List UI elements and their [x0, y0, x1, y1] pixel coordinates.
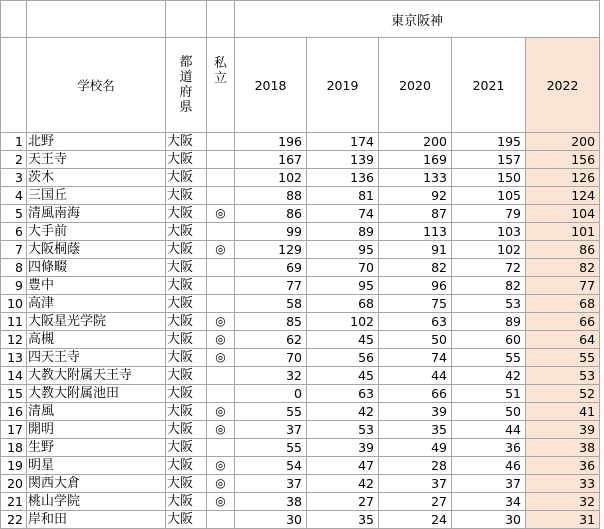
- value-2019: 35: [307, 511, 379, 529]
- table-row: [1, 475, 600, 493]
- school-name: 大教大附属池田: [27, 385, 166, 403]
- value-2019: 47: [307, 457, 379, 475]
- private-mark: ◎: [207, 403, 235, 421]
- year-header-2019: 2019: [307, 38, 379, 133]
- value-2022: 36: [526, 457, 600, 475]
- table-row: [1, 403, 600, 421]
- value-2018: 77: [235, 277, 307, 295]
- value-2022: 68: [526, 295, 600, 313]
- prefecture: 大阪: [166, 331, 207, 349]
- value-2019: 70: [307, 259, 379, 277]
- value-2021: 51: [452, 385, 526, 403]
- row-index: 18: [1, 439, 27, 457]
- school-name: 三国丘: [27, 187, 166, 205]
- value-2018: 102: [235, 169, 307, 187]
- value-2021: 82: [452, 277, 526, 295]
- value-2018: 88: [235, 187, 307, 205]
- value-2022: 82: [526, 259, 600, 277]
- row-index: 10: [1, 295, 27, 313]
- value-2021: 37: [452, 475, 526, 493]
- empty-header-cell: [27, 1, 166, 38]
- value-2021: 55: [452, 349, 526, 367]
- row-index: 12: [1, 331, 27, 349]
- school-name: 天王寺: [27, 151, 166, 169]
- prefecture: 大阪: [166, 511, 207, 529]
- value-2021: 150: [452, 169, 526, 187]
- value-2022: 124: [526, 187, 600, 205]
- value-2022: 66: [526, 313, 600, 331]
- value-2020: 49: [379, 439, 452, 457]
- row-index: 14: [1, 367, 27, 385]
- school-name: 大教大附属天王寺: [27, 367, 166, 385]
- value-2020: 74: [379, 349, 452, 367]
- row-index: 1: [1, 133, 27, 151]
- value-2019: 95: [307, 241, 379, 259]
- prefecture: 大阪: [166, 475, 207, 493]
- value-2022: 39: [526, 421, 600, 439]
- value-2020: 44: [379, 367, 452, 385]
- value-2021: 89: [452, 313, 526, 331]
- school-name: 関西大倉: [27, 475, 166, 493]
- table-row: [1, 349, 600, 367]
- year-header-2018: 2018: [235, 38, 307, 133]
- index-header-cell: [1, 38, 27, 133]
- value-2021: 72: [452, 259, 526, 277]
- prefecture-header-char: 府: [179, 85, 193, 100]
- prefecture: 大阪: [166, 169, 207, 187]
- school-name: 清風: [27, 403, 166, 421]
- school-name: 大手前: [27, 223, 166, 241]
- value-2018: 58: [235, 295, 307, 313]
- value-2021: 36: [452, 439, 526, 457]
- prefecture-header-char: 都: [179, 55, 193, 70]
- table-row: [1, 187, 600, 205]
- prefecture: 大阪: [166, 223, 207, 241]
- value-2018: 0: [235, 385, 307, 403]
- prefecture: 大阪: [166, 133, 207, 151]
- value-2021: 103: [452, 223, 526, 241]
- private-mark: ◎: [207, 421, 235, 439]
- school-name: 大阪桐蔭: [27, 241, 166, 259]
- private-mark: ◎: [207, 457, 235, 475]
- private-mark: ◎: [207, 475, 235, 493]
- row-index: 13: [1, 349, 27, 367]
- value-2021: 30: [452, 511, 526, 529]
- empty-header-cell: [207, 1, 235, 38]
- value-2018: 37: [235, 421, 307, 439]
- private-mark: [207, 223, 235, 241]
- value-2019: 45: [307, 367, 379, 385]
- row-index: 9: [1, 277, 27, 295]
- value-2022: 33: [526, 475, 600, 493]
- value-2019: 53: [307, 421, 379, 439]
- table-row: [1, 259, 600, 277]
- value-2020: 96: [379, 277, 452, 295]
- value-2018: 32: [235, 367, 307, 385]
- prefecture: 大阪: [166, 349, 207, 367]
- value-2020: 91: [379, 241, 452, 259]
- value-2020: 200: [379, 133, 452, 151]
- row-index: 15: [1, 385, 27, 403]
- value-2019: 139: [307, 151, 379, 169]
- value-2022: 77: [526, 277, 600, 295]
- value-2019: 174: [307, 133, 379, 151]
- row-index: 21: [1, 493, 27, 511]
- value-2018: 55: [235, 439, 307, 457]
- prefecture: 大阪: [166, 187, 207, 205]
- row-index: 4: [1, 187, 27, 205]
- prefecture: 大阪: [166, 151, 207, 169]
- table-row: [1, 151, 600, 169]
- value-2018: 69: [235, 259, 307, 277]
- private-mark: [207, 277, 235, 295]
- value-2018: 86: [235, 205, 307, 223]
- private-mark: ◎: [207, 313, 235, 331]
- value-2019: 63: [307, 385, 379, 403]
- value-2019: 56: [307, 349, 379, 367]
- value-2020: 133: [379, 169, 452, 187]
- value-2022: 86: [526, 241, 600, 259]
- row-index: 16: [1, 403, 27, 421]
- value-2020: 63: [379, 313, 452, 331]
- prefecture-header-char: 道: [179, 70, 193, 85]
- private-header: [207, 38, 235, 133]
- school-name: 清風南海: [27, 205, 166, 223]
- value-2020: 35: [379, 421, 452, 439]
- group-header: 東京阪神: [235, 1, 600, 38]
- school-name: 豊中: [27, 277, 166, 295]
- value-2020: 75: [379, 295, 452, 313]
- private-mark: [207, 295, 235, 313]
- corner-cell: [1, 1, 27, 38]
- row-index: 3: [1, 169, 27, 187]
- private-mark: [207, 187, 235, 205]
- table-row: [1, 223, 600, 241]
- row-index: 19: [1, 457, 27, 475]
- school-name: 開明: [27, 421, 166, 439]
- value-2021: 42: [452, 367, 526, 385]
- table-row: [1, 133, 600, 151]
- value-2018: 38: [235, 493, 307, 511]
- table-row: [1, 295, 600, 313]
- school-name: 桃山学院: [27, 493, 166, 511]
- private-mark: [207, 169, 235, 187]
- prefecture: 大阪: [166, 421, 207, 439]
- value-2022: 101: [526, 223, 600, 241]
- value-2018: 167: [235, 151, 307, 169]
- private-mark: ◎: [207, 349, 235, 367]
- year-header-2020: 2020: [379, 38, 452, 133]
- value-2020: 39: [379, 403, 452, 421]
- value-2022: 156: [526, 151, 600, 169]
- value-2022: 31: [526, 511, 600, 529]
- value-2022: 104: [526, 205, 600, 223]
- value-2019: 74: [307, 205, 379, 223]
- value-2020: 28: [379, 457, 452, 475]
- school-name: 四條畷: [27, 259, 166, 277]
- private-mark: [207, 367, 235, 385]
- private-mark: [207, 151, 235, 169]
- value-2018: 55: [235, 403, 307, 421]
- table-row: [1, 511, 600, 529]
- prefecture-header-char: 県: [179, 100, 193, 115]
- school-name: 大阪星光学院: [27, 313, 166, 331]
- table-row: [1, 439, 600, 457]
- table-row: [1, 277, 600, 295]
- school-name: 岸和田: [27, 511, 166, 529]
- value-2021: 60: [452, 331, 526, 349]
- value-2019: 89: [307, 223, 379, 241]
- value-2021: 53: [452, 295, 526, 313]
- value-2021: 44: [452, 421, 526, 439]
- school-name-header: 学校名: [27, 38, 166, 133]
- year-header-2022: 2022: [526, 38, 600, 133]
- value-2018: 129: [235, 241, 307, 259]
- value-2019: 39: [307, 439, 379, 457]
- prefecture: 大阪: [166, 277, 207, 295]
- value-2018: 30: [235, 511, 307, 529]
- value-2018: 99: [235, 223, 307, 241]
- value-2018: 37: [235, 475, 307, 493]
- prefecture: 大阪: [166, 241, 207, 259]
- school-name: 高槻: [27, 331, 166, 349]
- table-row: [1, 457, 600, 475]
- prefecture: 大阪: [166, 439, 207, 457]
- value-2020: 37: [379, 475, 452, 493]
- row-index: 22: [1, 511, 27, 529]
- school-name: 生野: [27, 439, 166, 457]
- value-2020: 66: [379, 385, 452, 403]
- school-name: 北野: [27, 133, 166, 151]
- school-name: 高津: [27, 295, 166, 313]
- value-2020: 50: [379, 331, 452, 349]
- value-2019: 68: [307, 295, 379, 313]
- value-2019: 27: [307, 493, 379, 511]
- row-index: 7: [1, 241, 27, 259]
- value-2022: 52: [526, 385, 600, 403]
- table-row: [1, 241, 600, 259]
- prefecture: 大阪: [166, 313, 207, 331]
- private-header-char: 私: [213, 56, 227, 71]
- table-row: [1, 331, 600, 349]
- row-index: 11: [1, 313, 27, 331]
- empty-header-cell: [166, 1, 207, 38]
- value-2021: 157: [452, 151, 526, 169]
- table-row: [1, 205, 600, 223]
- table-row: [1, 367, 600, 385]
- value-2021: 105: [452, 187, 526, 205]
- private-mark: ◎: [207, 241, 235, 259]
- value-2020: 92: [379, 187, 452, 205]
- prefecture: 大阪: [166, 259, 207, 277]
- value-2021: 102: [452, 241, 526, 259]
- private-mark: ◎: [207, 331, 235, 349]
- header-row-group: [1, 1, 600, 38]
- value-2022: 53: [526, 367, 600, 385]
- value-2021: 34: [452, 493, 526, 511]
- row-index: 2: [1, 151, 27, 169]
- value-2022: 200: [526, 133, 600, 151]
- row-index: 20: [1, 475, 27, 493]
- value-2020: 169: [379, 151, 452, 169]
- value-2021: 195: [452, 133, 526, 151]
- header-row-columns: [1, 38, 600, 133]
- school-name: 四天王寺: [27, 349, 166, 367]
- value-2020: 27: [379, 493, 452, 511]
- prefecture: 大阪: [166, 205, 207, 223]
- private-mark: ◎: [207, 493, 235, 511]
- school-name: 茨木: [27, 169, 166, 187]
- prefecture-header: [166, 38, 207, 133]
- table-row: [1, 169, 600, 187]
- table-row: [1, 493, 600, 511]
- value-2022: 32: [526, 493, 600, 511]
- value-2021: 46: [452, 457, 526, 475]
- value-2018: 85: [235, 313, 307, 331]
- prefecture: 大阪: [166, 385, 207, 403]
- value-2018: 62: [235, 331, 307, 349]
- value-2020: 113: [379, 223, 452, 241]
- prefecture: 大阪: [166, 367, 207, 385]
- value-2019: 42: [307, 475, 379, 493]
- value-2018: 196: [235, 133, 307, 151]
- value-2022: 55: [526, 349, 600, 367]
- table-row: [1, 313, 600, 331]
- table-row: [1, 421, 600, 439]
- value-2019: 81: [307, 187, 379, 205]
- value-2022: 41: [526, 403, 600, 421]
- value-2018: 70: [235, 349, 307, 367]
- value-2019: 102: [307, 313, 379, 331]
- private-header-char: 立: [213, 71, 227, 86]
- prefecture: 大阪: [166, 403, 207, 421]
- private-mark: [207, 259, 235, 277]
- value-2022: 64: [526, 331, 600, 349]
- row-index: 17: [1, 421, 27, 439]
- value-2022: 126: [526, 169, 600, 187]
- year-header-2021: 2021: [452, 38, 526, 133]
- prefecture: 大阪: [166, 457, 207, 475]
- value-2020: 82: [379, 259, 452, 277]
- table-row: [1, 385, 600, 403]
- row-index: 5: [1, 205, 27, 223]
- value-2021: 79: [452, 205, 526, 223]
- private-mark: ◎: [207, 205, 235, 223]
- value-2022: 38: [526, 439, 600, 457]
- value-2020: 87: [379, 205, 452, 223]
- private-mark: [207, 133, 235, 151]
- private-mark: [207, 439, 235, 457]
- value-2018: 54: [235, 457, 307, 475]
- private-mark: [207, 511, 235, 529]
- value-2019: 95: [307, 277, 379, 295]
- school-name: 明星: [27, 457, 166, 475]
- value-2019: 42: [307, 403, 379, 421]
- prefecture: 大阪: [166, 295, 207, 313]
- prefecture: 大阪: [166, 493, 207, 511]
- value-2021: 50: [452, 403, 526, 421]
- row-index: 8: [1, 259, 27, 277]
- value-2019: 45: [307, 331, 379, 349]
- private-mark: [207, 385, 235, 403]
- value-2019: 136: [307, 169, 379, 187]
- row-index: 6: [1, 223, 27, 241]
- value-2020: 24: [379, 511, 452, 529]
